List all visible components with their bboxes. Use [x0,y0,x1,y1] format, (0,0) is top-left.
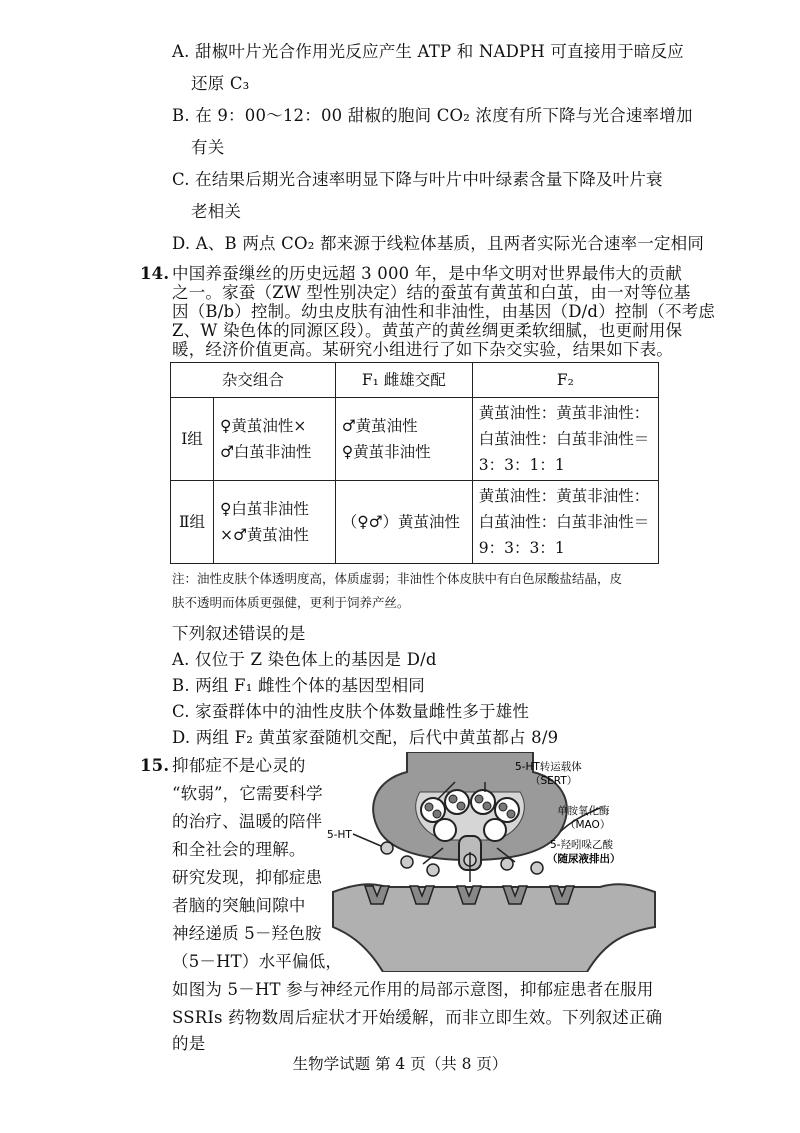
q14-stem-line3: 因（B/b）控制。幼虫皮肤有油性和非油性，由基因（D/d）控制（不考虑 [172,302,716,321]
q13-option-a-line1: A. 甜椒叶片光合作用光反应产生 ATP 和 NADPH 可直接用于暗反应 [172,42,684,61]
table-row-group1 [171,398,659,481]
group1-label: Ⅰ组 [171,398,214,481]
table-note-line1: 注：油性皮肤个体透明度高，体质虚弱；非油性个体皮肤中有白色尿酸盐结晶，皮 [172,571,623,586]
q15-line7: 神经递质 5－羟色胺 [172,924,322,943]
group2-label: Ⅱ组 [171,481,214,564]
label-5hiaa-line1: 5-羟吲哚乙酸 [550,839,613,851]
label-5ht: 5-HT [327,829,352,841]
q14-option-c: C. 家蚕群体中的油性皮肤个体数量雌性多于雄性 [172,702,530,721]
q14-number: 14. [140,264,170,283]
table-header-row [171,363,659,398]
q15-line10: SSRIs 药物数周后症状才开始缓解，而非立即生效。下列叙述正确 [172,1008,663,1027]
page-footer: 生物学试题 第 4 页（共 8 页） [292,1055,508,1073]
group1-f1 [335,398,472,481]
group2-f2 [472,481,658,564]
q15-line9: 如图为 5－HT 参与神经元作用的局部示意图，抑郁症患者在服用 [172,980,654,999]
group1-f2 [472,398,658,481]
header-f2: F₂ [472,363,658,398]
label-mao-line1: 单胺氧化酶 [557,805,610,817]
group2-f2-ratio: 9：3：3：1 [478,539,565,557]
table-note-line2: 肤不透明而体质更强健，更利于饲养产丝。 [172,595,410,610]
group2-f2-line1: 黄茧油性：黄茧非油性： [478,487,650,505]
q14-ask: 下列叙述错误的是 [172,624,306,643]
q15-line1: 抑郁症不是心灵的 [172,756,306,775]
cross-table [170,362,659,564]
label-sert-line1: 5-HT转运载体 [515,761,582,773]
q14-stem-line1: 中国养蚕缫丝的历史远超 3 000 年，是中华文明对世界最伟大的贡献 [172,264,683,283]
q15-line4: 和全社会的理解。 [172,840,306,859]
q13-option-b-line2: 有关 [191,138,225,157]
q15-line6: 者脑的突触间隙中 [172,896,306,915]
q13-option-c-line2: 老相关 [191,202,242,221]
header-cross: 杂交组合 [171,363,336,398]
q15-number: 15. [140,756,170,775]
group2-cross [214,481,336,564]
synapse-diagram [325,752,660,972]
q14-option-a: A. 仅位于 Z 染色体上的基因是 D/d [172,650,437,669]
label-5hiaa-line2: （随尿液排出） [547,853,621,865]
q14-stem-line2: 之一。家蚕（ZW 型性别决定）结的蚕茧有黄茧和白茧，由一对等位基 [172,283,691,302]
group2-f2-line2: 白茧油性：白茧非油性＝ [478,513,650,531]
q14-stem-line5: 暖，经济价值更高。某研究小组进行了如下杂交实验，结果如下表。 [172,340,673,359]
group1-cross-line2: ♂白茧非油性 [220,443,312,461]
label-mao-line2: （MAO） [565,819,611,831]
q15-line11: 的是 [172,1034,206,1053]
table-row-group2 [171,481,659,564]
group2-cross-line1: ♀白茧非油性 [220,500,309,518]
q13-option-c-line1: C. 在结果后期光合速率明显下降与叶片中叶绿素含量下降及叶片衰 [172,170,663,189]
q15-line5: 研究发现，抑郁症患 [172,868,323,887]
group1-cross [214,398,336,481]
q13-option-d: D. A、B 两点 CO₂ 都来源于线粒体基质，且两者实际光合速率一定相同 [172,234,705,253]
q15-line8: （5－HT）水平偏低， [172,952,343,971]
group1-f2-line2: 白茧油性：白茧非油性＝ [478,430,650,448]
group1-f1-line2: ♀黄茧非油性 [341,443,431,461]
group1-f2-ratio: 3：3：1：1 [478,456,565,474]
label-sert-line2: （SERT） [530,775,578,787]
q15-line3: 的治疗、温暖的陪伴 [172,812,323,831]
group1-f2-line1: 黄茧油性：黄茧非油性： [478,404,650,422]
q15-line2: “软弱”，它需要科学 [172,784,323,803]
group1-cross-line1: ♀黄茧油性× [220,417,307,435]
q14-option-d: D. 两组 F₂ 黄茧家蚕随机交配，后代中黄茧都占 8/9 [172,728,559,747]
q13-option-b-line1: B. 在 9：00～12：00 甜椒的胞间 CO₂ 浓度有所下降与光合速率增加 [172,106,693,125]
q14-stem-line4-visible: Z、W 染色体的同源区段）。黄茧产的黄丝绸更柔软细腻，也更耐用保 [172,321,683,340]
q14-option-b: B. 两组 F₁ 雌性个体的基因型相同 [172,676,425,695]
group2-f1-line1: （♀♂）黄茧油性 [341,513,460,531]
q13-option-a-line2: 还原 C₃ [191,74,250,93]
group2-f1 [335,481,472,564]
header-f1: F₁ 雌雄交配 [335,363,472,398]
group1-f1-line1: ♂黄茧油性 [341,417,418,435]
group2-cross-line2: ×♂黄茧油性 [220,526,309,544]
